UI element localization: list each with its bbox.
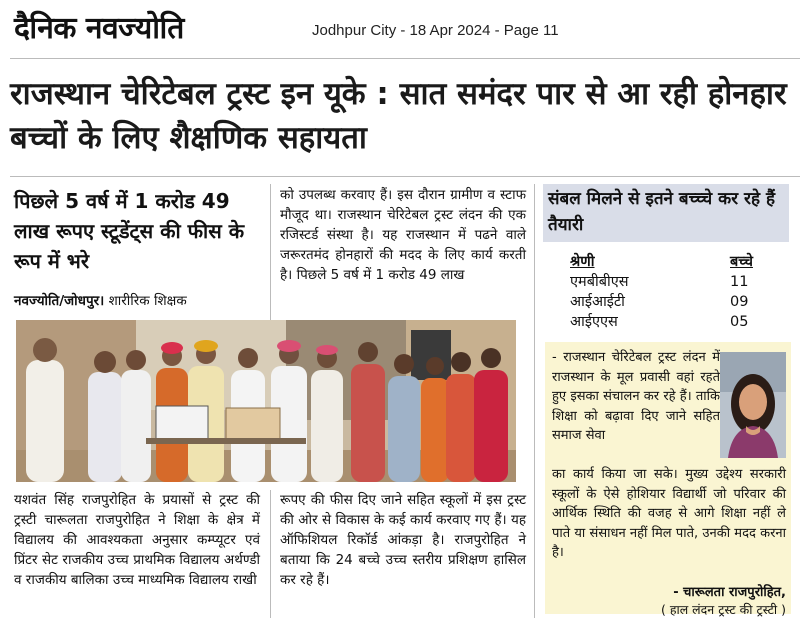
- stats-header-row: [570, 252, 770, 272]
- sub-headline: पिछले 5 वर्ष में 1 करोड 49 लाख रूपए स्टूडेंट्स की फीस के रूप में भरे: [14, 189, 245, 273]
- stats-col-category: श्रेणी: [570, 254, 595, 270]
- edition-info: Jodhpur City - 18 Apr 2024 - Page 11: [312, 22, 559, 39]
- column-divider-bottom: [270, 490, 271, 618]
- sidebar-divider: [534, 184, 535, 618]
- quote-text-bottom: का कार्य किया जा सके। मुख्य उद्देश्य सरकारी स्कूलों के ऐसे होशियार विद्यार्थी जो परिवार की आर्थिक स्थिति की वजह से आगे शिक्षा नहीं ले पाते या संसाधन नहीं मिल पाते, उनकी मदद करना है।: [552, 467, 786, 560]
- stats-count: 05: [730, 314, 749, 330]
- stats-count: 09: [730, 294, 749, 310]
- stats-col-count: बच्चे: [730, 254, 753, 270]
- header-divider: [10, 58, 800, 59]
- stats-row: [570, 312, 770, 332]
- column-divider-top: [270, 184, 271, 320]
- stats-table: [570, 252, 770, 332]
- newspaper-masthead: दैनिक नवज्योति: [14, 11, 184, 46]
- quote-author-role: ( हाल लंदन ट्रस्ट की ट्रस्टी ): [661, 602, 786, 617]
- quote-author: - चारूलता राजपुरोहित,: [673, 585, 786, 600]
- headline: राजस्थान चेरिटेबल ट्रस्ट इन यूके : सात समंदर पार से आ रही होनहार बच्चों के लिए शैक्षणिक सहायता: [10, 76, 787, 156]
- stats-category: एमबीबीएस: [570, 274, 629, 290]
- byline-source: नवज्योति/जोधपुर।: [14, 293, 105, 309]
- byline-text: शारीरिक शिक्षक: [108, 293, 187, 309]
- article-column-1-bottom: यशवंत सिंह राजपुरोहित के प्रयासों से ट्रस्ट की ट्रस्टी चारूलता राजपुरोहित ने शिक्षा के क्षेत्र में विद्यालय की आवश्यकता अनुसार कम्प्यूटर एवं प्रिंटर सेट राजकीय उच्च प्राथमिक विद्यालय अर्थण्डी व राजकीय बालिका उच्च माध्यमिक विद्यालय राखी: [14, 492, 260, 588]
- quote-text-top: - राजस्थान चेरिटेबल ट्रस्ट लंदन में राजस्थान के मूल प्रवासी वहां रहते हुए इसका संचालन कर रहे हैं। ताकि शिक्षा को बढ़ावा दिए जाने सहित समाज सेवा: [552, 350, 720, 443]
- portrait-illustration: [720, 352, 786, 458]
- group-photo-illustration: [16, 320, 516, 482]
- stats-row: [570, 272, 770, 292]
- stats-category: आईएएस: [570, 314, 618, 330]
- stats-category: आईआईटी: [570, 294, 625, 310]
- byline: [14, 291, 264, 311]
- news-photo: [16, 320, 516, 482]
- headline-divider: [10, 176, 800, 177]
- stats-count: 11: [730, 274, 749, 290]
- article-column-2-bottom: रूपए की फीस दिए जाने सहित स्कूलों में इस ट्रस्ट की ओर से विकास के कई कार्य करवाए गए हैं। यह ऑफिशियल रिकॉर्ड आंकड़ा है। राजपुरोहित ने बताया कि 24 बच्चे उच्च स्तरीय प्रशिक्षण हासिल कर रहे हैं।: [280, 492, 526, 588]
- stats-row: [570, 292, 770, 312]
- sidebar-title: संबल मिलने से इतने बच्च्चे कर रहे हैं तैयारी: [548, 189, 775, 235]
- article-column-2-top: को उपलब्ध करवाए हैं। इस दौरान ग्रामीण व स्टाफ मौजूद था। राजस्थान चेरिटेबल ट्रस्ट लंदन की एक रजिस्टर्ड संस्था है। यह राजस्थान में पढने वाले जरूरतमंद होनहारों की मदद के लिए कार्य करती है। पिछले 5 वर्ष में 1 करोड 49 लाख: [280, 187, 526, 283]
- author-portrait: [720, 352, 786, 458]
